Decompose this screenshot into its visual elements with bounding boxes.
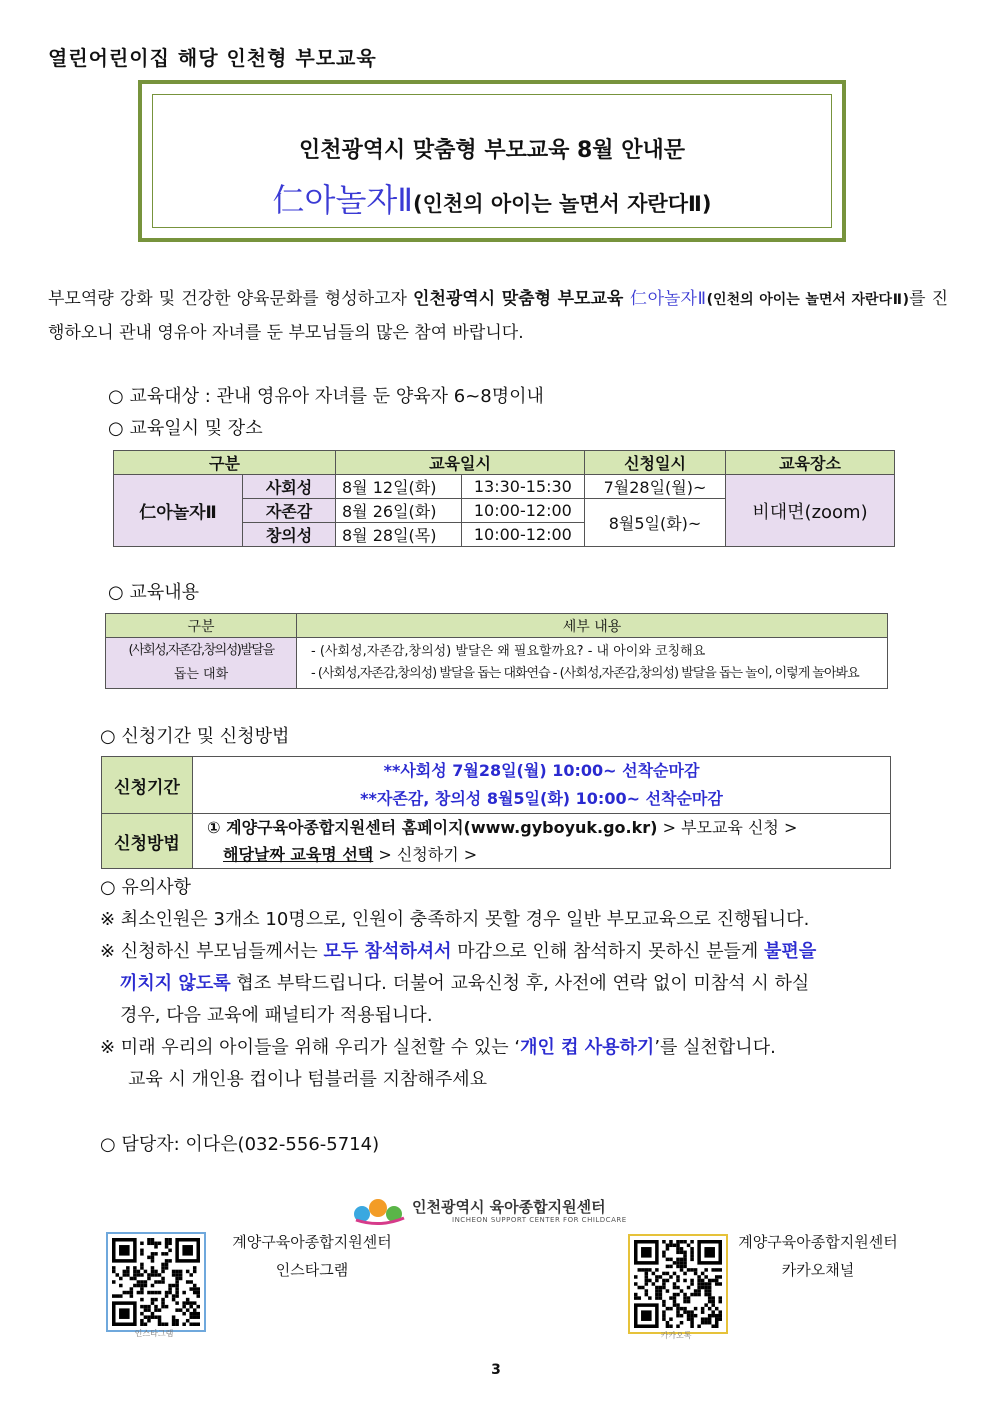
content-detail-2: - (사회성,자존감,창의성) 발달을 돕는 대화연습 - (사회성,자존감,창의성) 발달을 돕는 놀이, 이렇게 놀아봐요: [311, 666, 859, 681]
target-line: ○ 교육대상 : 관내 영유아 자녀를 둔 양육자 6~8명이내: [108, 386, 544, 407]
kakao-qr-caption: 카카오톡: [660, 1331, 692, 1340]
contact-line: ○ 담당자: 이다은(032-556-5714): [100, 1134, 380, 1155]
title-box: [138, 80, 846, 242]
note-3b: 개인 컵 사용하기: [520, 1037, 655, 1058]
apply-method-2a: 해당날짜 교육명 선택: [223, 845, 374, 864]
instagram-label-1: 계양구육아종합지원센터: [232, 1233, 392, 1251]
note-3a: ※ 미래 우리의 아이들을 위해 우리가 실천할 수 있는 ‘: [100, 1037, 521, 1058]
note-2c: 마감으로 인해 참석하지 못하신 분들게: [451, 941, 765, 962]
apply-period: [193, 757, 891, 814]
title-line2: [153, 175, 831, 221]
note-2b: 모두 참석하셔서: [323, 941, 452, 962]
content-header-category: 구분: [106, 614, 297, 638]
center-logo-kr: 인천광역시 육아종합지원센터: [412, 1198, 606, 1216]
intro-text-4: 를 진행하오니 관내 영유아 자녀를 둔 부모님들의 많은 참여 바랍니다.: [48, 289, 949, 343]
center-logo-icon: [352, 1194, 408, 1228]
apply-period-label: 신청기간: [102, 757, 193, 814]
content-category-line1: (사회성,자존감,창의성)발달을: [128, 643, 274, 658]
sched-time: 13:30-15:30: [461, 475, 584, 499]
sched-date: 8월 26일(화): [336, 499, 462, 523]
instagram-qr-caption: 인스타그램: [134, 1329, 174, 1338]
sched-program: 仁아놀자Ⅱ: [114, 475, 243, 547]
sched-header-category: 구분: [114, 451, 336, 475]
intro-paragraph: [48, 283, 948, 350]
sched-apply-2: 8월5일(화)~: [585, 499, 726, 547]
sched-topic: 사회성: [243, 475, 336, 499]
intro-text-1: 부모역량 강화 및 건강한 양육문화를 형성하고자: [48, 289, 414, 309]
title-brand: 仁아놀자Ⅱ: [272, 181, 414, 219]
qr-pattern: [112, 1238, 200, 1326]
apply-table: [101, 756, 891, 869]
title-subtitle: (인천의 아이는 놀면서 자란다Ⅱ): [413, 192, 712, 216]
note-2f: 협조 부탁드립니다. 더불어 교육신청 후, 사전에 연락 없이 미참석 시 하실: [230, 973, 810, 994]
note-2e: 끼치지 않도록: [120, 973, 231, 994]
instagram-label: [222, 1228, 402, 1284]
apply-method-1a: ① 계양구육아종합지원센터 홈페이지(www.gyboyuk.go.kr): [207, 818, 658, 837]
sched-date: 8월 28일(목): [336, 523, 462, 547]
center-logo-en: INCHEON SUPPORT CENTER FOR CHILDCARE: [452, 1216, 627, 1224]
apply-method-1b: > 부모교육 신청 >: [657, 818, 798, 837]
notes-heading: ○ 유의사항: [100, 877, 191, 898]
note-2: [100, 936, 920, 968]
kakao-qr-code[interactable]: [628, 1234, 728, 1334]
note-2-cont: [100, 968, 920, 1000]
schedule-table: [113, 450, 895, 547]
notes-section: [100, 872, 920, 1096]
sched-header-place: 교육장소: [726, 451, 895, 475]
note-3c: ’를 실천합니다.: [654, 1037, 776, 1058]
content-category: [106, 638, 297, 689]
sched-apply-1: 7월28일(월)~: [585, 475, 726, 499]
sched-topic: 창의성: [243, 523, 336, 547]
note-1: ※ 최소인원은 3개소 10명으로, 인원이 충족하지 못할 경우 일반 부모교육으로 진행됩니다.: [100, 909, 810, 930]
apply-heading: ○ 신청기간 및 신청방법: [100, 726, 290, 747]
content-detail: [297, 638, 888, 689]
content-heading: ○ 교육내용: [108, 582, 199, 603]
sched-header-apply: 신청일시: [585, 451, 726, 475]
schedule-heading: ○ 교육일시 및 장소: [108, 418, 263, 439]
apply-period-2: **자존감, 창의성 8월5일(화) 10:00~ 선착순마감: [360, 789, 723, 808]
qr-pattern: [634, 1240, 722, 1328]
note-2d: 불편을: [764, 941, 817, 962]
note-3d: 교육 시 개인용 컵이나 텀블러를 지참해주세요: [128, 1069, 487, 1090]
title-inner-frame: [152, 94, 832, 228]
kakao-label: [728, 1228, 908, 1284]
content-category-line2: 돕는 대화: [173, 667, 229, 682]
intro-brand: 仁아놀자Ⅱ: [629, 289, 707, 309]
kakao-label-2: 카카오채널: [781, 1261, 855, 1279]
sched-date: 8월 12일(화): [336, 475, 462, 499]
page-number: 3: [491, 1362, 501, 1378]
note-2g: 경우, 다음 교육에 패널티가 적용됩니다.: [120, 1005, 433, 1026]
intro-text-2: 인천광역시 맞춤형 부모교육: [413, 289, 630, 309]
center-logo: [352, 1194, 652, 1228]
header-label: 열린어린이집 해당 인천형 부모교육: [48, 46, 377, 70]
intro-text-3: (인천의 아이는 놀면서 자란다Ⅱ): [706, 292, 910, 308]
content-detail-1: - (사회성,자존감,창의성) 발달은 왜 필요할까요? - 내 아이와 코칭해요: [311, 644, 706, 659]
apply-method-2b: > 신청하기 >: [373, 845, 478, 864]
sched-place: 비대면(zoom): [726, 475, 895, 547]
title-line1: 인천광역시 맞춤형 부모교육 8월 안내문: [299, 138, 685, 163]
note-2a: ※ 신청하신 부모님들께서는: [100, 941, 324, 962]
apply-method: [193, 814, 891, 869]
content-header-detail: 세부 내용: [297, 614, 888, 638]
instagram-label-2: 인스타그램: [275, 1261, 349, 1279]
sched-time: 10:00-12:00: [461, 523, 584, 547]
apply-method-label: 신청방법: [102, 814, 193, 869]
sched-topic: 자존감: [243, 499, 336, 523]
kakao-label-1: 계양구육아종합지원센터: [738, 1233, 898, 1251]
instagram-qr-code[interactable]: [106, 1232, 206, 1332]
content-table: [105, 613, 888, 689]
sched-time: 10:00-12:00: [461, 499, 584, 523]
sched-header-date: 교육일시: [336, 451, 585, 475]
apply-period-1: **사회성 7월28일(월) 10:00~ 선착순마감: [383, 761, 700, 780]
note-3: [100, 1032, 920, 1064]
